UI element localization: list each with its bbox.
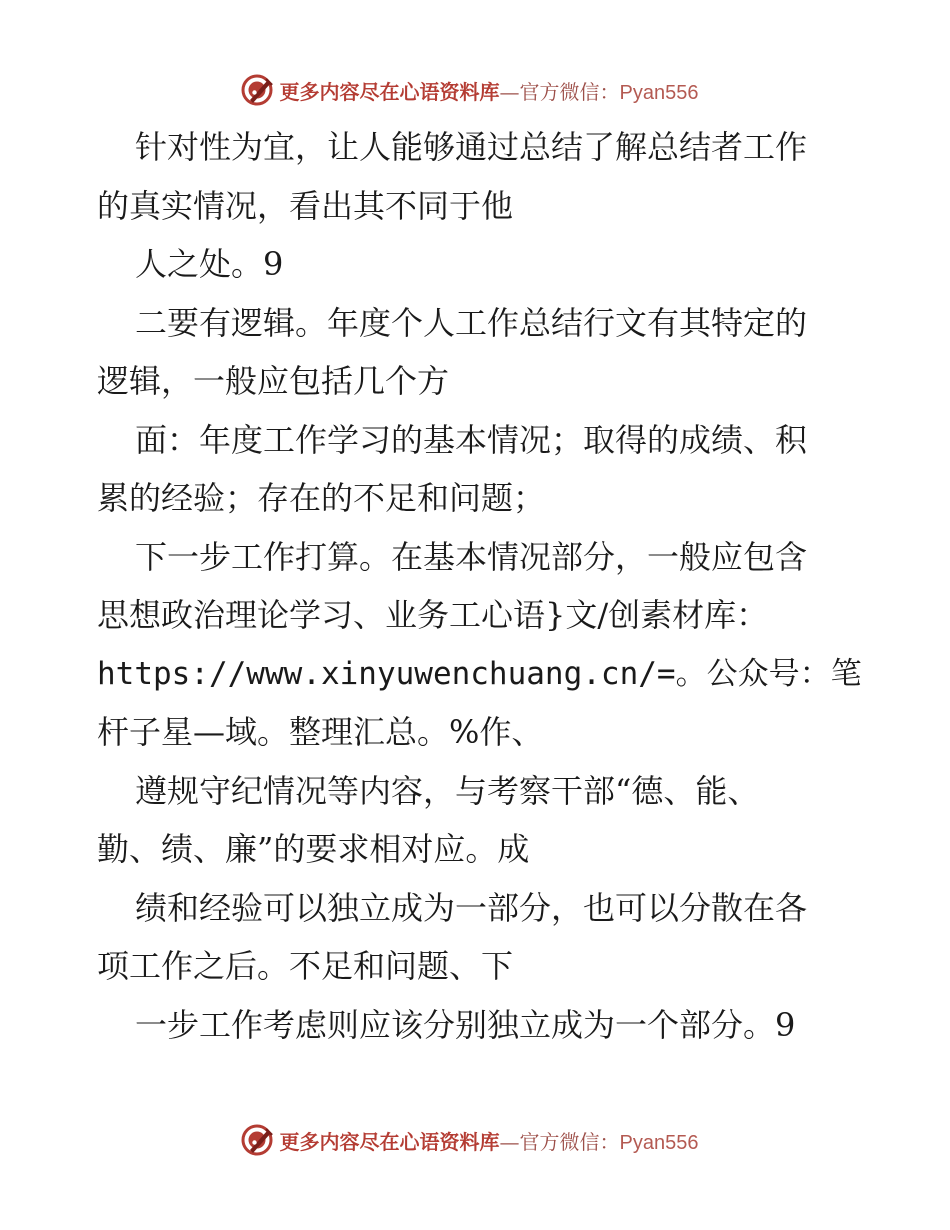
footer-site-name: 更多内容尽在心语资料库 <box>279 1129 500 1154</box>
header-banner-inner <box>240 73 699 107</box>
pen-logo-icon <box>240 73 274 107</box>
text-line: 勤、绩、廉”的要求相对应。成 <box>97 830 530 868</box>
text-line: 针对性为宜，让人能够通过总结了解总结者工作 <box>135 128 808 166</box>
footer-separator: — <box>499 1129 520 1154</box>
header-contact-label: 官方微信： <box>519 79 620 104</box>
header-text <box>280 76 699 105</box>
footer-wechat-id: Pyan556 <box>619 1131 699 1154</box>
text-line: 绩和经验可以独立成为一部分，也可以分散在各 <box>135 888 808 927</box>
text-line: 逻辑，一般应包括几个方 <box>97 362 450 400</box>
header-wechat-id: Pyan556 <box>619 81 699 104</box>
text-line: 面：年度工作学习的基本情况；取得的成绩、积 <box>135 420 808 459</box>
text-line: https://www.xinyuwenchuang.cn/=。公众号：笔 <box>97 655 862 692</box>
document-body <box>97 118 862 1054</box>
text-line: 二要有逻辑。年度个人工作总结行文有其特定的 <box>135 303 808 342</box>
pen-logo-icon <box>240 1123 274 1157</box>
text-line: 遵规守纪情况等内容，与考察干部“德、能、 <box>135 771 760 810</box>
text-line: 思想政治理论学习、业务工心语}文/创素材库： <box>97 596 769 634</box>
text-line: 杆子星—域。整理汇总。%作、 <box>97 713 544 751</box>
header-site-name: 更多内容尽在心语资料库 <box>279 79 500 104</box>
header-banner <box>0 68 950 112</box>
text-line: 的真实情况，看出其不同于他 <box>97 186 514 225</box>
header-separator: — <box>499 79 520 104</box>
text-line: 下一步工作打算。在基本情况部分，一般应包含 <box>135 537 808 576</box>
footer-banner <box>0 1118 950 1162</box>
footer-banner-inner <box>240 1123 699 1157</box>
footer-text <box>280 1126 699 1155</box>
text-line: 人之处。9 <box>135 245 284 283</box>
text-line: 一步工作考虑则应该分别独立成为一个部分。9 <box>135 1005 796 1044</box>
text-line: 项工作之后。不足和问题、下 <box>97 947 514 985</box>
footer-contact-label: 官方微信： <box>519 1129 620 1154</box>
text-line: 累的经验；存在的不足和问题； <box>97 479 546 517</box>
